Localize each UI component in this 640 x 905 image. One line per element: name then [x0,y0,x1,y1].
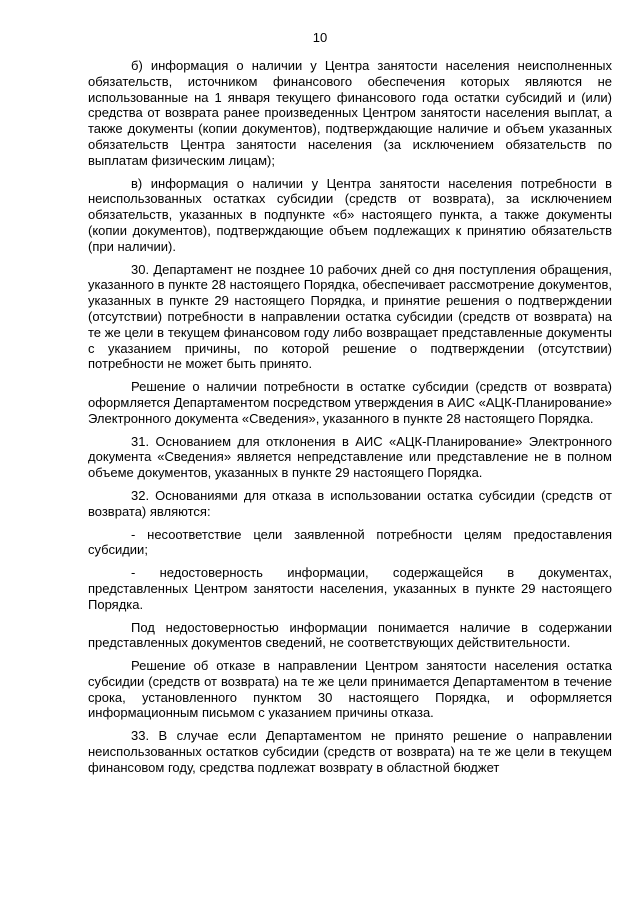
paragraph-subpoint-v: в) информация о наличии у Центра занятости населения потребности в неиспользованных остатках субсидии (средств от возврата), за исключением обязательств, указанных в подпункте «б» настоящего пункта, а также документы (копии документов), подтверждающие объем подлежащих к принятию обязательств (при наличии). [88,175,612,254]
document-body [88,58,612,783]
page-number: 10 [312,30,328,45]
list-item-goal-mismatch: - несоответствие цели заявленной потребности целям предоставления субсидии; [88,526,612,558]
paragraph-decision-need: Решение о наличии потребности в остатке субсидии (средств от возврата) оформляется Департаментом посредством утверждения в АИС «АЦК-Планирование» Электронного документа «Сведения», указанного в пункте 28 настоящего Порядка. [88,379,612,426]
paragraph-refusal-decision: Решение об отказе в направлении Центром занятости населения остатка субсидии (средств от возврата) на те же цели принимается Департаментом в течение срока, установленного пунктом 30 настоящего Порядка, и оформляется информационным письмом с указанием причины отказа. [88,658,612,721]
paragraph-unreliability-definition: Под недостоверностью информации понимается наличие в содержании представленных документов сведений, не соответствующих действительности. [88,619,612,651]
paragraph-item-31: 31. Основанием для отклонения в АИС «АЦК-Планирование» Электронного документа «Сведения» является непредставление или представление не в полном объеме документов, указанных в пункте 29 настоящего Порядка. [88,433,612,481]
paragraph-item-32: 32. Основаниями для отказа в использовании остатка субсидии (средств от возврата) являются: [88,487,612,519]
paragraph-item-30: 30. Департамент не позднее 10 рабочих дней со дня поступления обращения, указанного в пункте 28 настоящего Порядка, обеспечивает рассмотрение документов, указанных в пункте 29 настоящего Порядка, и принятие решения о подтверждении (отсутствии) потребности в направлении остатка субсидии (средств от возврата) на те же цели в текущем финансовом году либо возвращает представленные документы с указанием причины, по которой решение о подтверждении (отсутствии) потребности не может быть принято. [88,261,612,372]
list-item-unreliable-info: - недостоверность информации, содержащейся в документах, представленных Центром занятости населения, указанных в пункте 29 настоящего Порядка. [88,565,612,612]
paragraph-item-33: 33. В случае если Департаментом не принято решение о направлении неиспользованных остатков субсидии (средств от возврата) на те же цели в текущем финансовом году, средства подлежат возврату в областной бюджет [88,728,612,775]
paragraph-subpoint-b: б) информация о наличии у Центра занятости населения неисполненных обязательств, источником финансового обеспечения которых являются не использованные на 1 января текущего финансового года остатки субсидий и (или) средства от возврата ранее произведенных Центром занятости населения выплат, а также документы (копии документов), подтверждающие наличие и объем указанных обязательств Центра занятости населения (за исключением обязательств по выплатам физическим лицам); [88,58,612,168]
